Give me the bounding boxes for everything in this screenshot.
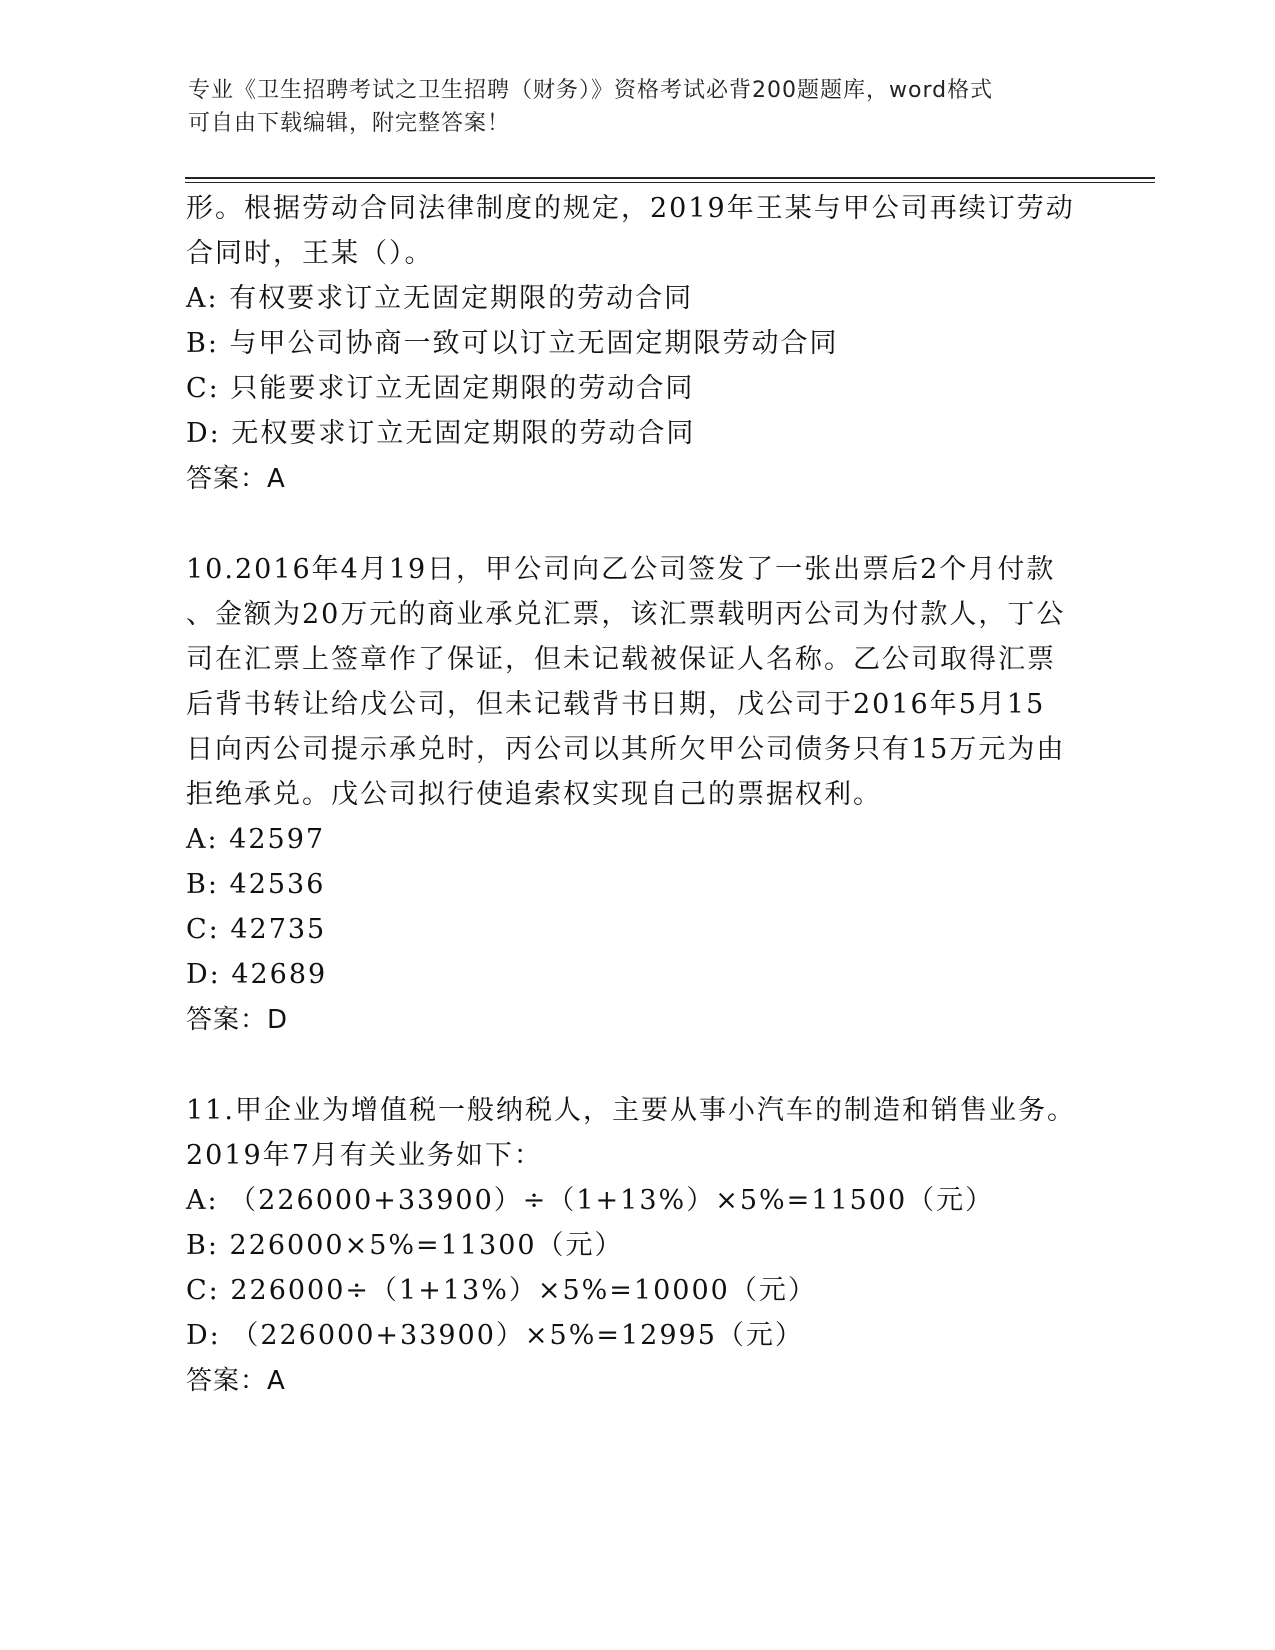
question-text-line: 10.2016年4月19日，甲公司向乙公司签发了一张出票后2个月付款 bbox=[186, 554, 1056, 585]
answer-line: 答案：A bbox=[186, 464, 286, 494]
option-d: D: （226000+33900）×5%=12995（元） bbox=[186, 1320, 804, 1351]
question-text-line: 后背书转让给戊公司，但未记载背书日期，戊公司于2016年5月15 bbox=[186, 689, 1046, 720]
question-spacer bbox=[186, 502, 1076, 547]
question-text-line: 形。根据劳动合同法律制度的规定，2019年王某与甲公司再续订劳动 bbox=[186, 193, 1075, 224]
question-9 bbox=[186, 186, 1076, 502]
header-title-line-2: 可自由下载编辑，附完整答案！ bbox=[188, 111, 511, 136]
question-10 bbox=[186, 547, 1076, 1043]
page-header bbox=[188, 74, 1088, 140]
answer-line: 答案：A bbox=[186, 1366, 286, 1396]
option-b: B: 与甲公司协商一致可以订立无固定期限劳动合同 bbox=[186, 328, 839, 359]
question-text-line: 11.甲企业为增值税一般纳税人，主要从事小汽车的制造和销售业务。 bbox=[186, 1095, 1076, 1126]
document-body bbox=[186, 186, 1076, 1404]
question-text-line: 拒绝承兑。戊公司拟行使追索权实现自己的票据权利。 bbox=[186, 779, 882, 810]
question-11 bbox=[186, 1088, 1076, 1404]
option-c: C: 42735 bbox=[186, 914, 327, 945]
option-d: D: 42689 bbox=[186, 959, 328, 990]
option-a: A: （226000+33900）÷（1+13%）×5%=11500（元） bbox=[186, 1185, 995, 1216]
option-a: A: 42597 bbox=[186, 824, 326, 855]
question-text-line: 司在汇票上签章作了保证，但未记载被保证人名称。乙公司取得汇票 bbox=[186, 644, 1056, 675]
question-spacer bbox=[186, 1043, 1076, 1088]
option-d: D: 无权要求订立无固定期限的劳动合同 bbox=[186, 418, 696, 449]
answer-line: 答案：D bbox=[186, 1005, 289, 1035]
option-c: C: 226000÷（1+13%）×5%=10000（元） bbox=[186, 1275, 817, 1306]
question-text-line: 、金额为20万元的商业承兑汇票，该汇票载明丙公司为付款人，丁公 bbox=[186, 599, 1066, 630]
question-text-line: 合同时，王某（）。 bbox=[186, 238, 434, 269]
option-b: B: 42536 bbox=[186, 869, 326, 900]
option-b: B: 226000×5%=11300（元） bbox=[186, 1230, 624, 1261]
option-a: A: 有权要求订立无固定期限的劳动合同 bbox=[186, 283, 694, 314]
question-text-line: 2019年7月有关业务如下： bbox=[186, 1140, 543, 1171]
header-divider bbox=[185, 177, 1155, 183]
header-title-line-1: 专业《卫生招聘考试之卫生招聘（财务）》资格考试必背200题题库，word格式 bbox=[188, 78, 994, 103]
option-c: C: 只能要求订立无固定期限的劳动合同 bbox=[186, 373, 695, 404]
question-text-line: 日向丙公司提示承兑时，丙公司以其所欠甲公司债务只有15万元为由 bbox=[186, 734, 1066, 765]
